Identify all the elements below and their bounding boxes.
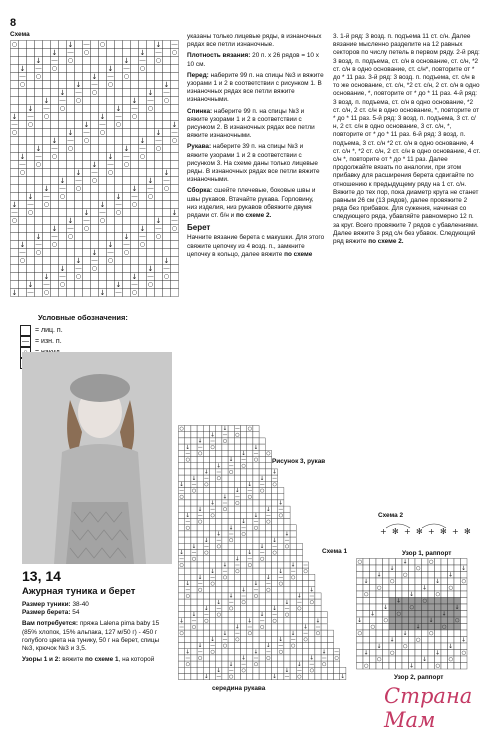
svg-text:↓: ↓ (290, 562, 296, 569)
svg-text:↓: ↓ (99, 288, 106, 297)
svg-text:↓: ↓ (131, 184, 138, 193)
svg-text:↓: ↓ (67, 128, 74, 137)
svg-text:↓: ↓ (185, 444, 191, 451)
paragraph: Спинка: наберите 99 п. на спицы №3 и вяжите узорами 1 и 2 в соответствии с рисунком 2. В изнаночных рядах все петли вяжите изнаночными. (187, 107, 315, 140)
svg-text:↓: ↓ (197, 643, 203, 650)
instructions-right (333, 33, 481, 246)
svg-text:↓: ↓ (241, 655, 246, 662)
svg-text:↓: ↓ (83, 208, 90, 217)
svg-text:↓: ↓ (19, 240, 26, 249)
svg-text:↓: ↓ (235, 488, 240, 495)
svg-text:✻: ✻ (416, 527, 423, 536)
model-photo (22, 352, 172, 564)
svg-text:↓: ↓ (266, 506, 271, 513)
knitting-chart-top (10, 40, 180, 302)
svg-text:↓: ↓ (67, 40, 74, 49)
svg-text:↓: ↓ (222, 426, 228, 433)
schema-title: Схема (10, 31, 30, 38)
legend-label: = лиц. п. (35, 327, 63, 334)
svg-text:↓: ↓ (376, 572, 382, 579)
svg-text:↓: ↓ (163, 256, 170, 265)
svg-text:↓: ↓ (59, 176, 66, 185)
svg-text:↓: ↓ (191, 544, 197, 550)
svg-text:↓: ↓ (409, 592, 415, 598)
figure-label-seredina: середина рукава (212, 685, 266, 692)
svg-text:↓: ↓ (115, 280, 122, 289)
svg-text:↓: ↓ (123, 144, 130, 153)
svg-text:↓: ↓ (228, 593, 234, 600)
svg-text:↓: ↓ (155, 216, 162, 225)
legend-item (20, 336, 180, 347)
svg-text:↓: ↓ (216, 599, 222, 606)
svg-text:↓: ↓ (139, 224, 146, 233)
svg-text:↓: ↓ (99, 112, 106, 121)
watermark: Страна Мам (384, 684, 473, 732)
svg-text:↓: ↓ (139, 136, 146, 145)
svg-text:↓: ↓ (284, 599, 290, 606)
svg-text:↓: ↓ (43, 96, 50, 105)
svg-text:↓: ↓ (163, 80, 170, 89)
svg-text:↓: ↓ (253, 581, 259, 588)
svg-text:↓: ↓ (272, 606, 277, 612)
svg-text:↓: ↓ (216, 531, 222, 538)
svg-text:↓: ↓ (383, 605, 389, 611)
svg-text:↓: ↓ (272, 469, 277, 476)
svg-text:↓: ↓ (185, 649, 191, 656)
svg-text:↓: ↓ (259, 475, 265, 482)
svg-text:↓: ↓ (370, 611, 376, 618)
paragraph: Плотность вязания: 20 п. х 26 рядов = 10 х 10 см. (187, 52, 319, 68)
svg-text:↓: ↓ (247, 482, 253, 488)
svg-text:↓: ↓ (171, 208, 178, 217)
svg-text:↓: ↓ (11, 288, 18, 297)
svg-text:↓: ↓ (179, 482, 184, 488)
svg-text:↓: ↓ (428, 618, 434, 624)
svg-text:↓: ↓ (75, 80, 82, 89)
svg-text:↓: ↓ (91, 160, 98, 169)
svg-text:↓: ↓ (210, 637, 215, 643)
patterns-note: Узоры 1 и 2: вяжите по схеме 1, на которой (22, 656, 155, 664)
svg-text:↓: ↓ (441, 611, 447, 618)
svg-text:↓: ↓ (35, 232, 42, 241)
paragraph: 3. 1-й ряд: 3 возд. п. подъема 11 ст. с/н. Далее вязание мысленно разделите на 12 равных секторов по числу петель в первом ряду. 2-й ряд: 3 возд. п. подъема, ст. с/н в основание, ст. с/н, *2 ст. с/н в одно основание, ст. с/н*, повторите от * до * 11 раз. 3-й ряд: 3 возд. п. подъема, ст. с/н в то же основание, ст. с/н, *2 ст. с/н, 2 ст. с/н в одно основание, *, повторите от * до * 11 раз. 4-й ряд: 3 возд. п. подъема, ст. с/н в одно основание, *2 ст. с/н, 2 ст. с/н в одно основание, *, повторите от * до * 11 раз. 5-й ряд: 3 возд. п. подъема, 3 ст. с/н, 2 ст. с/н в одно основание, 3 ст. с/н, *, повторите от * до * 11 раз. 6-й ряд: 3 возд. п. подъема, 3 ст. с/н *2 ст. с/н в одно основание, 4 ст. с/н *, *2 ст. с/н, 2 ст. с/н в одно основание, 4 ст. с/н *, повторите от * до * 11 раз. Далее продолжайте вязать по аналогии, при этом прибавку для расширения берета сдвигайте по отношению к предыдущему ряду на 1 ст. с/н. Вяжите до тех пор, пока диаметр круга не станет равным 26 см (13 рядов), далее провяжите 2 ряда без прибавок. Для сужения, начиная со следующего ряда, убавляйте равномерно 12 п. за круг. Всего провяжите 7 рядов с убавлениями. Далее вяжите 3 ряд с/н без убавок. Следующий ряд вяжите по схеме 2. (333, 33, 481, 246)
svg-text:↓: ↓ (241, 587, 246, 594)
knit-stitch-icon (20, 325, 31, 336)
svg-text:↓: ↓ (284, 668, 290, 674)
svg-text:↓: ↓ (171, 120, 178, 129)
svg-text:↓: ↓ (204, 537, 209, 544)
svg-text:↓: ↓ (19, 152, 26, 161)
svg-text:↓: ↓ (402, 559, 408, 566)
svg-text:↓: ↓ (179, 550, 184, 557)
svg-text:✻: ✻ (392, 527, 399, 536)
svg-text:↓: ↓ (422, 585, 428, 592)
svg-text:↓: ↓ (155, 40, 162, 49)
svg-text:↓: ↓ (272, 537, 277, 544)
legend-item (20, 325, 180, 336)
svg-text:↓: ↓ (91, 248, 98, 257)
svg-text:↓: ↓ (297, 661, 302, 668)
svg-text:↓: ↓ (99, 200, 106, 209)
svg-text:↓: ↓ (19, 64, 26, 73)
purl-stitch-icon: — (22, 338, 29, 345)
svg-text:↓: ↓ (241, 519, 246, 526)
svg-text:↓: ↓ (259, 544, 265, 550)
svg-text:+: + (404, 527, 411, 536)
svg-text:↓: ↓ (107, 152, 114, 161)
svg-text:↓: ↓ (179, 618, 184, 625)
article-info (22, 568, 172, 664)
svg-text:↓: ↓ (396, 598, 402, 605)
svg-text:↓: ↓ (43, 272, 50, 281)
svg-text:↓: ↓ (309, 655, 315, 662)
figure-label-schema1: Схема 1 (322, 548, 348, 555)
svg-text:↓: ↓ (247, 618, 253, 625)
svg-text:↓: ↓ (228, 661, 234, 668)
svg-text:↓: ↓ (278, 568, 284, 575)
svg-text:↓: ↓ (59, 88, 66, 97)
svg-text:↓: ↓ (448, 572, 454, 579)
svg-text:↓: ↓ (363, 650, 369, 657)
svg-text:↓: ↓ (191, 475, 197, 482)
svg-text:↓: ↓ (204, 674, 209, 681)
svg-text:↓: ↓ (435, 650, 441, 657)
materials: Вам потребуется: пряжа Lalena pima baby 15 (85% хлопок, 15% альпака, 127 м/50 г) - 450 г голубого цвета на тунику, 50 г на берет, спицы №3, крючок №3 и 3,5. (22, 620, 160, 653)
figure-label-uzor2: Узор 2, раппорт (394, 674, 444, 681)
legend-label: = изн. п. (35, 338, 62, 345)
svg-text:↓: ↓ (278, 500, 284, 507)
svg-text:↓: ↓ (83, 120, 90, 129)
size-beret: Размер берета: 54 (22, 609, 80, 617)
size-tunic: Размер туники: 38-40 (22, 601, 89, 608)
svg-text:↓: ↓ (27, 104, 34, 113)
svg-text:↓: ↓ (147, 88, 154, 97)
svg-text:↓: ↓ (43, 184, 50, 193)
svg-text:↓: ↓ (363, 579, 369, 585)
svg-text:↓: ↓ (131, 96, 138, 105)
svg-text:↓: ↓ (115, 192, 122, 201)
svg-text:↓: ↓ (185, 513, 191, 519)
svg-text:↓: ↓ (409, 663, 415, 670)
paragraph: указаны только лицевые ряды, в изнаночных рядах все петли изнаночные. (187, 33, 322, 49)
svg-text:↓: ↓ (402, 631, 408, 637)
svg-text:↓: ↓ (163, 168, 170, 177)
figure-label-uzor1: Узор 1, раппорт (402, 550, 452, 557)
svg-text:↓: ↓ (210, 432, 215, 439)
svg-text:↓: ↓ (357, 618, 363, 624)
svg-text:↓: ↓ (155, 128, 162, 137)
svg-text:↓: ↓ (461, 637, 467, 644)
svg-text:↓: ↓ (210, 500, 215, 507)
svg-text:+: + (452, 527, 459, 536)
paragraph: Перед: наберите 99 п. на спицы №3 и вяжите узорами 1 и 2 в соответствии с рисунком 1. В изнаночных рядах все петли вяжите изнаночными. (187, 71, 324, 104)
svg-text:↓: ↓ (123, 56, 130, 65)
svg-text:↓: ↓ (147, 264, 154, 273)
svg-text:✻: ✻ (464, 527, 471, 536)
svg-text:↓: ↓ (197, 438, 203, 445)
svg-text:↓: ↓ (235, 624, 240, 631)
svg-text:↓: ↓ (51, 48, 58, 57)
svg-text:↓: ↓ (139, 48, 146, 57)
svg-text:↓: ↓ (115, 104, 122, 113)
svg-text:↓: ↓ (389, 566, 395, 572)
svg-text:↓: ↓ (59, 264, 66, 273)
legend-title: Условные обозначения: (38, 313, 128, 322)
svg-text:↓: ↓ (75, 168, 82, 177)
svg-text:↓: ↓ (309, 587, 315, 594)
svg-text:+: + (428, 527, 435, 536)
paragraph: Рукава: наберите 39 п. на спицы №3 и вяжите узорами 1 и 2 в соответствии с рисунком 3. На схеме даны только лицевые ряды. В изнаночных рядах все петли вяжите изнаночными. (187, 143, 320, 184)
crochet-edge-chart (376, 522, 476, 538)
svg-text:↓: ↓ (204, 606, 209, 612)
svg-text:↓: ↓ (107, 240, 114, 249)
svg-text:↓: ↓ (107, 64, 114, 73)
figure-label-schema2: Схема 2 (378, 512, 404, 519)
svg-text:↓: ↓ (51, 224, 58, 233)
svg-text:↓: ↓ (272, 674, 277, 681)
svg-text:↓: ↓ (247, 550, 253, 557)
article-number: 13, 14 (22, 568, 61, 584)
svg-text:↓: ↓ (253, 513, 259, 519)
svg-text:↓: ↓ (185, 581, 191, 588)
svg-text:↓: ↓ (27, 280, 34, 289)
svg-text:↓: ↓ (290, 630, 296, 637)
heading-beret: Берет (187, 223, 211, 233)
svg-text:↓: ↓ (297, 593, 302, 600)
svg-text:↓: ↓ (266, 643, 271, 650)
svg-text:↓: ↓ (216, 463, 222, 470)
svg-text:↓: ↓ (235, 556, 240, 563)
paragraph: Сборка: сшейте плечевые, боковые швы и швы рукавов. Втачайте рукава. Горловину, низ изделия, низ рукавов обвяжите двумя рядами ст. б/н и по схеме 2. (187, 187, 316, 220)
svg-text:↓: ↓ (259, 612, 265, 619)
svg-text:↓: ↓ (210, 568, 215, 575)
svg-text:↓: ↓ (461, 566, 467, 572)
svg-text:↓: ↓ (278, 637, 284, 643)
svg-text:↓: ↓ (448, 644, 454, 650)
svg-text:↓: ↓ (11, 112, 18, 121)
svg-text:↓: ↓ (228, 457, 234, 464)
instructions-middle (187, 33, 325, 259)
svg-text:↓: ↓ (197, 575, 203, 581)
svg-text:↓: ↓ (376, 644, 382, 650)
svg-text:↓: ↓ (228, 525, 234, 532)
paragraph: Начните вязание берета с макушки. Для этого свяжите цепочку из 4 возд. п., замкните цепочку в кольцо, далее вяжите по схеме (187, 234, 325, 258)
svg-text:↓: ↓ (435, 579, 441, 585)
svg-text:↓: ↓ (340, 674, 346, 681)
svg-text:↓: ↓ (197, 506, 203, 513)
svg-text:↓: ↓ (35, 56, 42, 65)
svg-text:↓: ↓ (191, 612, 197, 619)
svg-text:✻: ✻ (440, 527, 447, 536)
page-number: 8 (10, 17, 17, 29)
svg-text:↓: ↓ (284, 531, 290, 538)
svg-text:↓: ↓ (389, 637, 395, 644)
svg-text:↓: ↓ (253, 444, 259, 451)
figure-label-ris3: Рисунок 3, рукав (272, 458, 326, 465)
svg-text:↓: ↓ (91, 72, 98, 81)
svg-text:↓: ↓ (67, 216, 74, 225)
article-title: Ажурная туника и берет (22, 586, 136, 597)
svg-text:↓: ↓ (131, 272, 138, 281)
svg-text:↓: ↓ (75, 256, 82, 265)
svg-text:↓: ↓ (222, 562, 228, 569)
svg-text:↓: ↓ (51, 136, 58, 145)
svg-text:↓: ↓ (222, 494, 228, 501)
svg-text:↓: ↓ (241, 451, 246, 457)
svg-text:↓: ↓ (422, 657, 428, 663)
svg-text:↓: ↓ (35, 144, 42, 153)
svg-text:↓: ↓ (204, 469, 209, 476)
svg-text:↓: ↓ (222, 630, 228, 637)
svg-text:↓: ↓ (147, 176, 154, 185)
svg-text:+: + (380, 527, 387, 536)
svg-text:↓: ↓ (415, 624, 421, 631)
pattern-chart-schema1 (356, 558, 468, 672)
svg-text:↓: ↓ (266, 575, 271, 581)
svg-text:↓: ↓ (321, 649, 327, 656)
svg-text:↓: ↓ (27, 192, 34, 201)
svg-text:↓: ↓ (123, 232, 130, 241)
svg-text:↓: ↓ (303, 624, 308, 631)
svg-text:↓: ↓ (315, 618, 321, 625)
svg-text:↓: ↓ (216, 668, 222, 674)
svg-text:↓: ↓ (11, 200, 18, 209)
svg-text:↓: ↓ (253, 649, 259, 656)
svg-text:↓: ↓ (454, 605, 460, 611)
